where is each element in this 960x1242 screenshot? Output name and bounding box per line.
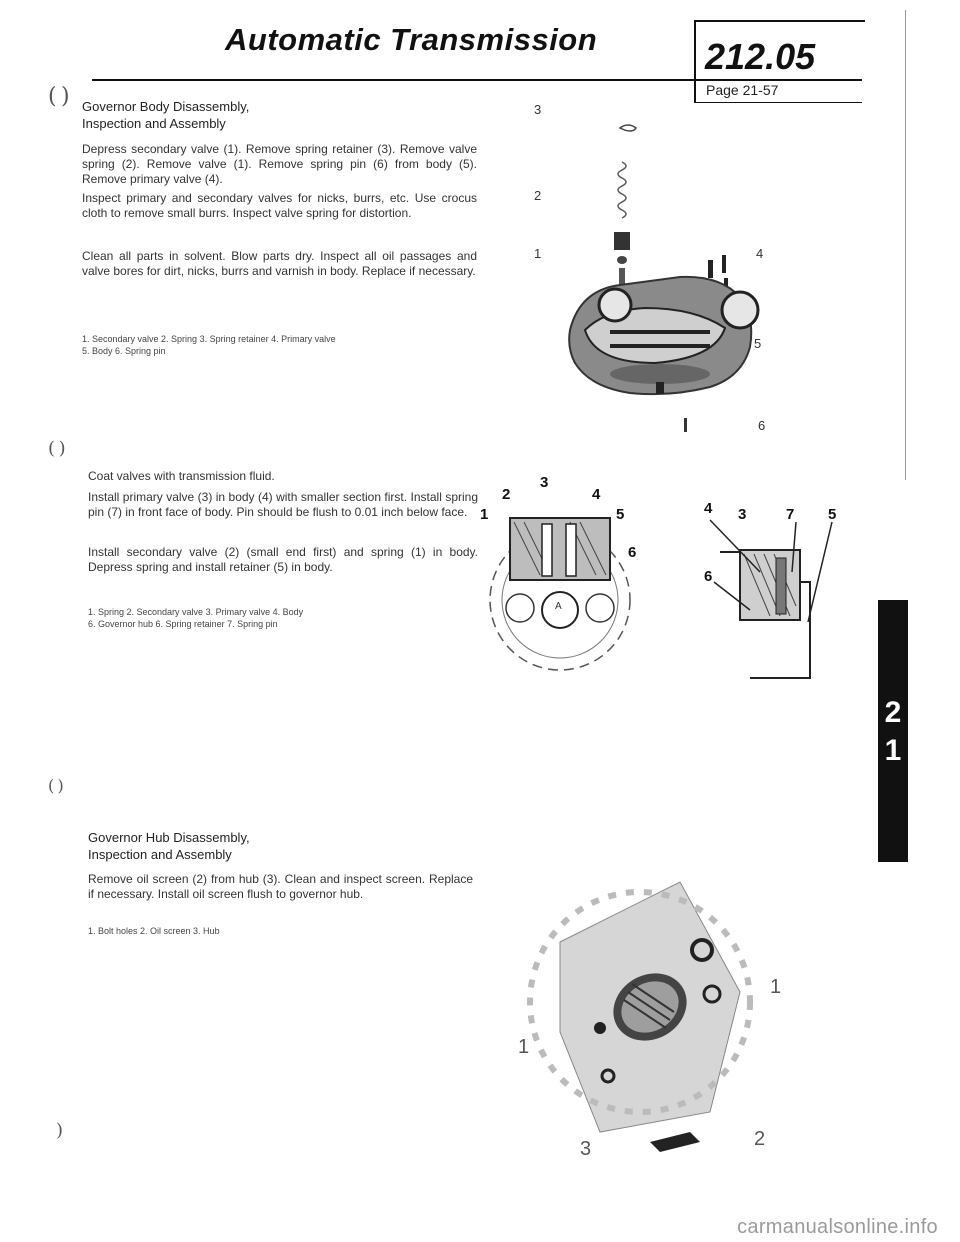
page-title: Automatic Transmission (225, 22, 598, 57)
paragraph: Install primary valve (3) in body (4) with smaller section first. Install spring pin (7) in front face of body. Pin should be flush to 0.01 inch below face. (88, 490, 478, 519)
binder-hole-mark: ( ) (48, 84, 70, 109)
paragraph: Inspect primary and secondary valves for nicks, burrs, etc. Use crocus cloth to remove small burrs. Inspect valve spring for distortion. (82, 191, 477, 220)
figure-legend: 1. Secondary valve 2. Spring 3. Spring retainer 4. Primary valve 5. Body 6. Spring pin (82, 334, 336, 356)
governor-body-exploded-figure (530, 100, 830, 440)
paragraph: Coat valves with transmission fluid. (88, 469, 275, 483)
governor-hub-drawing (500, 852, 800, 1162)
callout-number: 6 (628, 544, 637, 561)
callout-number: 1 (534, 246, 542, 261)
section-tab-digit: 2 (884, 696, 902, 729)
header-rule (92, 79, 862, 81)
callout-number: 3 (580, 1138, 592, 1160)
callout-number: 6 (704, 568, 713, 585)
governor-body-drawing (530, 100, 830, 440)
callout-number: 3 (738, 506, 747, 523)
section-tab-digit: 1 (884, 734, 902, 767)
callout-number: 5 (828, 506, 837, 523)
binder-hole-mark: ) (56, 1120, 64, 1141)
callout-number: 7 (786, 506, 795, 523)
callout-number: 4 (756, 246, 764, 261)
callout-number: 5 (754, 336, 762, 351)
watermark: carmanualsonline.info (737, 1216, 938, 1238)
section-heading: Governor Body Disassembly, Inspection and Assembly (82, 99, 250, 131)
section-heading: Governor Hub Disassembly, Inspection and Assembly (88, 830, 250, 862)
callout-number: 5 (616, 506, 625, 523)
page-edge-line (905, 10, 906, 480)
governor-hub-figure (500, 852, 800, 1162)
spring-pin-section-figure (700, 492, 860, 682)
callout-number: 4 (704, 500, 713, 517)
header-divider (694, 20, 696, 102)
callout-number: 3 (534, 102, 542, 117)
paragraph: Clean all parts in solvent. Blow parts dry. Inspect all oil passages and valve bores for dirt, nicks, burrs and varnish in body. Replace if necessary. (82, 249, 477, 278)
paragraph: Install secondary valve (2) (small end first) and spring (1) in body. Depress spring and install retainer (5) in body. (88, 545, 478, 574)
callout-number: 2 (754, 1128, 766, 1150)
figure-legend: 1. Bolt holes 2. Oil screen 3. Hub (88, 926, 220, 936)
governor-assembly-figure (480, 470, 640, 680)
callout-letter: A (555, 601, 562, 612)
page-number: Page 21-57 (706, 82, 779, 98)
callout-number: 4 (592, 486, 601, 503)
callout-number: 3 (540, 474, 549, 491)
callout-number: 1 (770, 976, 782, 998)
callout-number: 1 (480, 506, 489, 523)
callout-number: 2 (534, 188, 542, 203)
callout-number: 1 (518, 1036, 530, 1058)
callout-number: 6 (758, 418, 766, 433)
paragraph: Depress secondary valve (1). Remove spring retainer (3). Remove valve spring (2). Remove valve (1). Remove spring pin (6) from body (5). Remove primary valve (4). (82, 142, 477, 186)
section-code: 212.05 (705, 36, 816, 77)
figure-legend: 1. Spring 2. Secondary valve 3. Primary valve 4. Body 6. Governor hub 6. Spring retainer 7. Spring pin (88, 607, 304, 629)
paragraph: Remove oil screen (2) from hub (3). Clean and inspect screen. Replace if necessary. Install oil screen flush to governor hub. (88, 872, 473, 901)
binder-hole-mark: ( ) (48, 438, 66, 459)
callout-number: 2 (502, 486, 511, 503)
binder-hole-mark: ( ) (48, 776, 64, 795)
section-tab (878, 600, 908, 862)
